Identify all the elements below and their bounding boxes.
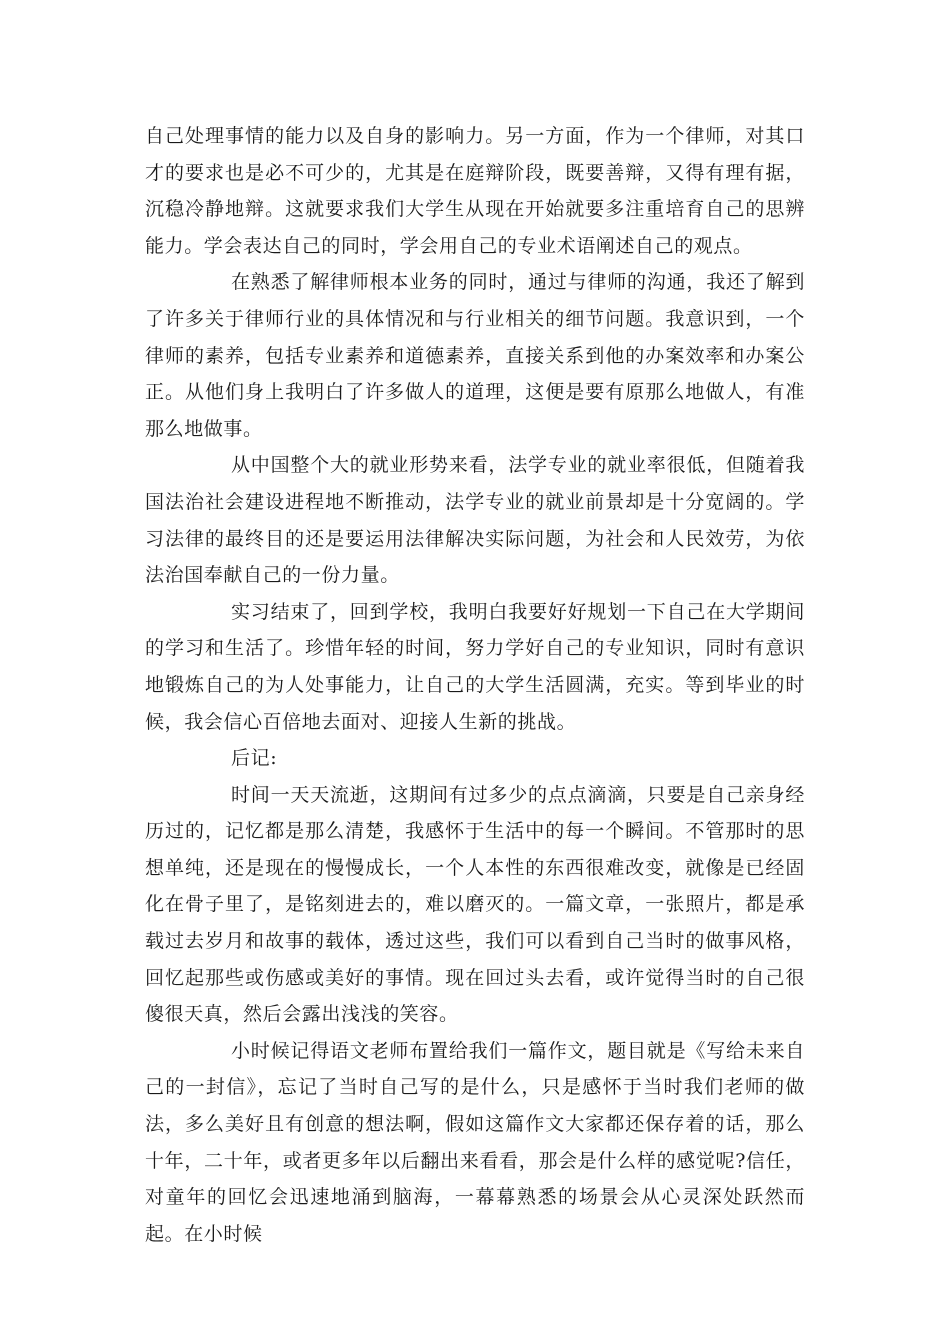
paragraph-lawyer-profession: 在熟悉了解律师根本业务的同时，通过与律师的沟通，我还了解到了许多关于律师行业的具体情况和与行业相关的细节问题。我意识到，一个律师的素养，包括专业素养和道德素养，直接关系到他的办案效率和办案公正。从他们身上我明白了许多做人的道理，这便是要有原那么地做人，有准那么地做事。 [145, 271, 805, 440]
paragraph-time-memories: 时间一天天流逝，这期间有过多少的点点滴滴，只要是自己亲身经历过的，记忆都是那么清楚，我感怀于生活中的每一个瞬间。不管那时的思想单纯，还是现在的慢慢成长，一个人本性的东西很难改变，就像是已经固化在骨子里了，是铭刻进去的，难以磨灭的。一篇文章，一张照片，都是承载过去岁月和故事的载体，透过这些，我们可以看到自己当时的做事风格，回忆起那些或伤感或美好的事情。现在回过头去看，或许觉得当时的自己很傻很天真，然后会露出浅浅的笑容。 [145, 783, 805, 1026]
paragraph-childhood-letter: 小时候记得语文老师布置给我们一篇作文，题目就是《写给未来自己的一封信》，忘记了当时自己写的是什么，只是感怀于当时我们老师的做法，多么美好且有创意的想法啊，假如这篇作文大家都还保存着的话，那么十年，二十年，或者更多年以后翻出来看看，那会是什么样的感觉呢?信任，对童年的回忆会迅速地涌到脑海，一幕幕熟悉的场景会从心灵深处跃然而起。在小时候 [145, 1039, 805, 1245]
paragraph-afterword-heading: 后记: [231, 747, 278, 770]
document-body [145, 118, 805, 1252]
paragraph-internship-end: 实习结束了，回到学校，我明白我要好好规划一下自己在大学期间的学习和生活了。珍惜年轻的时间，努力学好自己的专业知识，同时有意识地锻炼自己的为人处事能力，让自己的大学生活圆满，充实。等到毕业的时候，我会信心百倍地去面对、迎接人生新的挑战。 [145, 600, 805, 733]
paragraph-employment-outlook: 从中国整个大的就业形势来看，法学专业的就业率很低，但随着我国法治社会建设进程地不断推动，法学专业的就业前景却是十分宽阔的。学习法律的最终目的还是要运用法律解决实际问题，为社会和人民效劳，为依法治国奉献自己的一份力量。 [145, 454, 805, 587]
paragraph-lawyer-skills: 自己处理事情的能力以及自身的影响力。另一方面，作为一个律师，对其口才的要求也是必不可少的，尤其是在庭辩阶段，既要善辩，又得有理有据，沉稳冷静地辩。这就要求我们大学生从现在开始就要多注重培育自己的思辨能力。学会表达自己的同时，学会用自己的专业术语阐述自己的观点。 [145, 125, 805, 257]
